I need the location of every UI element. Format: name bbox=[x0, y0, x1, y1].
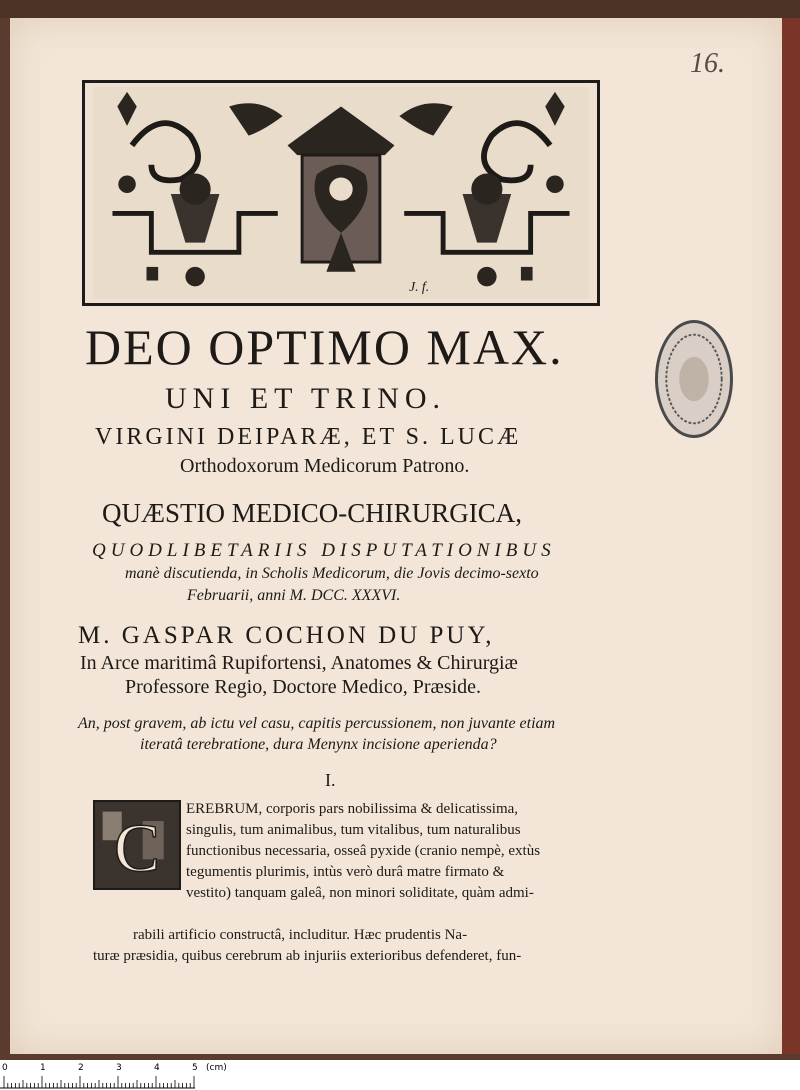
question-line-1: QUODLIBETARIIS DISPUTATIONIBUS bbox=[92, 540, 556, 561]
section-number: I. bbox=[325, 770, 336, 790]
ruler-unit: (cm) bbox=[206, 1063, 227, 1073]
question-title: QUÆSTIO MEDICO-CHIRURGICA, bbox=[102, 498, 523, 528]
folio-number: 16. bbox=[690, 48, 725, 79]
ruler-label-0: 0 bbox=[2, 1063, 8, 1073]
dedication-line-2: UNI ET TRINO. bbox=[165, 382, 447, 415]
body-line: tegumentis plurimis, intùs verò durâ matre firmato & bbox=[186, 864, 505, 880]
headpiece-ornament bbox=[82, 80, 600, 306]
praeses-line-1: In Arce maritimâ Rupifortensi, Anatomes & Chirurgiæ bbox=[80, 652, 518, 674]
praeses-line-2: Professore Regio, Doctore Medico, Præside. bbox=[125, 676, 482, 698]
body-line: rabili artificio constructâ, includitur. Hæc prudentis Na- bbox=[133, 927, 468, 943]
body-line: singulis, tum animalibus, tum vitalibus, tum naturalibus bbox=[186, 822, 521, 838]
thesis-line-1: An, post gravem, ab ictu vel casu, capitis percussionem, non juvante etiam bbox=[78, 715, 556, 732]
ornament-signature: J. f. bbox=[409, 279, 430, 295]
ruler-label-2: 2 bbox=[78, 1063, 84, 1073]
ruler-label-4: 4 bbox=[154, 1063, 160, 1073]
thesis-line-2: iteratâ terebratione, dura Menynx incisione aperienda? bbox=[140, 736, 497, 753]
library-stamp bbox=[655, 320, 733, 438]
dedication-line-4: Orthodoxorum Medicorum Patrono. bbox=[180, 455, 470, 477]
book-right-edge bbox=[782, 18, 800, 1054]
initial-letter: C bbox=[114, 809, 160, 886]
body-line: vestito) tanquam galeâ, non minori soliditate, quàm admi- bbox=[186, 885, 534, 901]
ruler-label-1: 1 bbox=[40, 1063, 46, 1073]
body-line: functionibus necessaria, osseâ pyxide (cranio nempè, extùs bbox=[186, 843, 541, 859]
stamp-seal-icon bbox=[658, 323, 730, 435]
decorated-initial-icon bbox=[95, 802, 179, 888]
question-line-3: Februarii, anni M. DCC. XXXVI. bbox=[187, 587, 401, 604]
body-line: EREBRUM, corporis pars nobilissima & delicatissima, bbox=[186, 801, 519, 817]
dedication-line-3: VIRGINI DEIPARÆ, ET S. LUCÆ bbox=[95, 424, 522, 450]
body-line: turæ præsidia, quibus cerebrum ab injuriis exterioribus defenderet, fun- bbox=[93, 948, 522, 964]
question-line-2: manè discutienda, in Scholis Medicorum, die Jovis decimo-sexto bbox=[125, 565, 539, 582]
dedication-line-1: DEO OPTIMO MAX. bbox=[85, 319, 564, 375]
book-top-edge bbox=[0, 0, 800, 18]
ornament-engraving-icon bbox=[89, 87, 593, 299]
praeses-name: M. GASPAR COCHON DU PUY, bbox=[78, 622, 495, 649]
ruler-label-3: 3 bbox=[116, 1063, 122, 1073]
decorated-initial bbox=[93, 800, 181, 890]
ruler-label-5: 5 bbox=[192, 1063, 198, 1073]
